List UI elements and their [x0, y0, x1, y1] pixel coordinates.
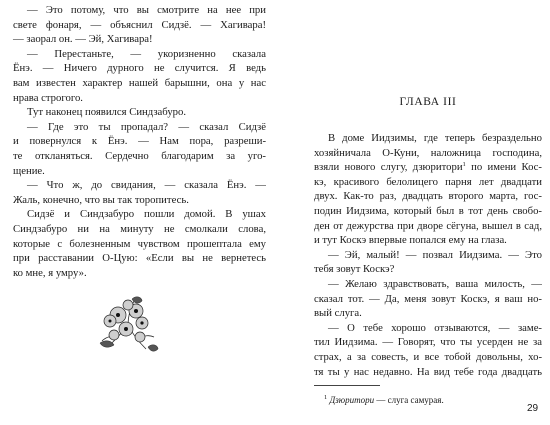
text-line: ко мне, я умру». — [13, 266, 87, 279]
text-line: и повернулся к Ёнэ. — Нам пора, разреши- — [13, 135, 266, 148]
text-line: хозяйничала О-Куни, наложница господина, — [314, 146, 542, 159]
text-line: кэ, красивого белолицего парня лет двадцати — [314, 175, 542, 188]
text-line: которые с болезненным чувством прошептала ему — [13, 237, 266, 250]
text-line: Ёнэ. — Ничего дурного не случится. Я ведь — [13, 62, 266, 75]
text-line: тебя зовут Коскэ? — [314, 263, 395, 276]
text-line: Тут наконец появился Синдзабуро. — [27, 106, 187, 119]
text-line: Синдзабуро ни на минуту не смолкали слова, — [13, 222, 266, 235]
footnote — [324, 395, 444, 406]
text-line: ден от дежурства при дворе сёгуна, вышел в сад, — [314, 219, 542, 232]
left-page-text — [13, 3, 266, 280]
text-line: — заорал он. — Эй, Хагивара! — [13, 33, 153, 46]
text-line: тил Иидзима. — Говорят, что ты усерден не за — [314, 336, 542, 349]
text-line: — Где это ты пропадал? — сказал Сидзё — [27, 120, 266, 133]
text-line: В доме Иидзимы, где теперь безраздельно — [328, 132, 542, 144]
footnote-marker: 1 — [324, 394, 328, 401]
page-number: 29 — [527, 403, 539, 414]
text-line: страх, а за совесть, и все тобой довольны, хо- — [314, 350, 542, 363]
text-line: свете фонаря, — объяснил Сидзё. — Хагивара! — [13, 18, 266, 31]
text-line: и тут Коскэ впервые попался ему на глаза. — [314, 234, 507, 247]
text-line: тя ты у нас недавно. На вид тебе года двадцать — [314, 365, 542, 378]
text-line: Жаль, конечно, что вы так торопитесь. — [13, 193, 189, 206]
text-line: двух. Как-то раз, двадцать второго марта, гос- — [314, 190, 542, 203]
flower-ornament-icon — [88, 289, 164, 365]
text-line: — Это потому, что вы смотрите на нее при — [27, 4, 266, 16]
text-line-part: взяли нового слугу, дзюритори — [314, 161, 463, 174]
text-line-part: по имени Кос- — [465, 161, 542, 174]
footnote-text: — слуга самурая. — [374, 395, 444, 405]
right-page-text — [314, 131, 542, 379]
text-line: вам известен характер нашей барышни, она у нас — [13, 76, 266, 89]
footnote-term: Дзюритори — [329, 395, 375, 405]
text-line: подин Иидзима, который был в тот день свобо- — [314, 204, 542, 217]
text-line: — О тебе хорошо отзываются, — заме- — [328, 321, 542, 334]
text-line: те откланяться. Сердечно благодарим за уго- — [13, 149, 266, 162]
text-line: вый слуга. — [314, 307, 362, 320]
text-line: — Перестаньте, — укоризненно сказала — [27, 47, 266, 60]
text-line: — Что ж, до свидания, — сказала Ёнэ. — — [27, 179, 266, 192]
chapter-title: ГЛАВА III — [399, 96, 457, 108]
text-line: — Желаю здравствовать, ваша милость, — — [328, 277, 542, 290]
text-line: при расставании О-Цую: «Если вы не вернетесь — [13, 252, 266, 265]
right-page — [275, 0, 550, 425]
footnote-reference: 1 — [462, 161, 466, 169]
text-line: нрава строгого. — [13, 91, 83, 104]
text-line: — Эй, малый! — позвал Иидзима. — Это — [328, 248, 542, 261]
text-line: сказал тот. — Да, меня зовут Коскэ, я ваш но- — [314, 292, 542, 305]
footnote-divider — [314, 385, 380, 386]
text-line — [314, 160, 542, 175]
text-line: Сидзё и Синдзабуро пошли домой. В ушах — [27, 208, 266, 221]
text-line: щение. — [13, 164, 45, 177]
